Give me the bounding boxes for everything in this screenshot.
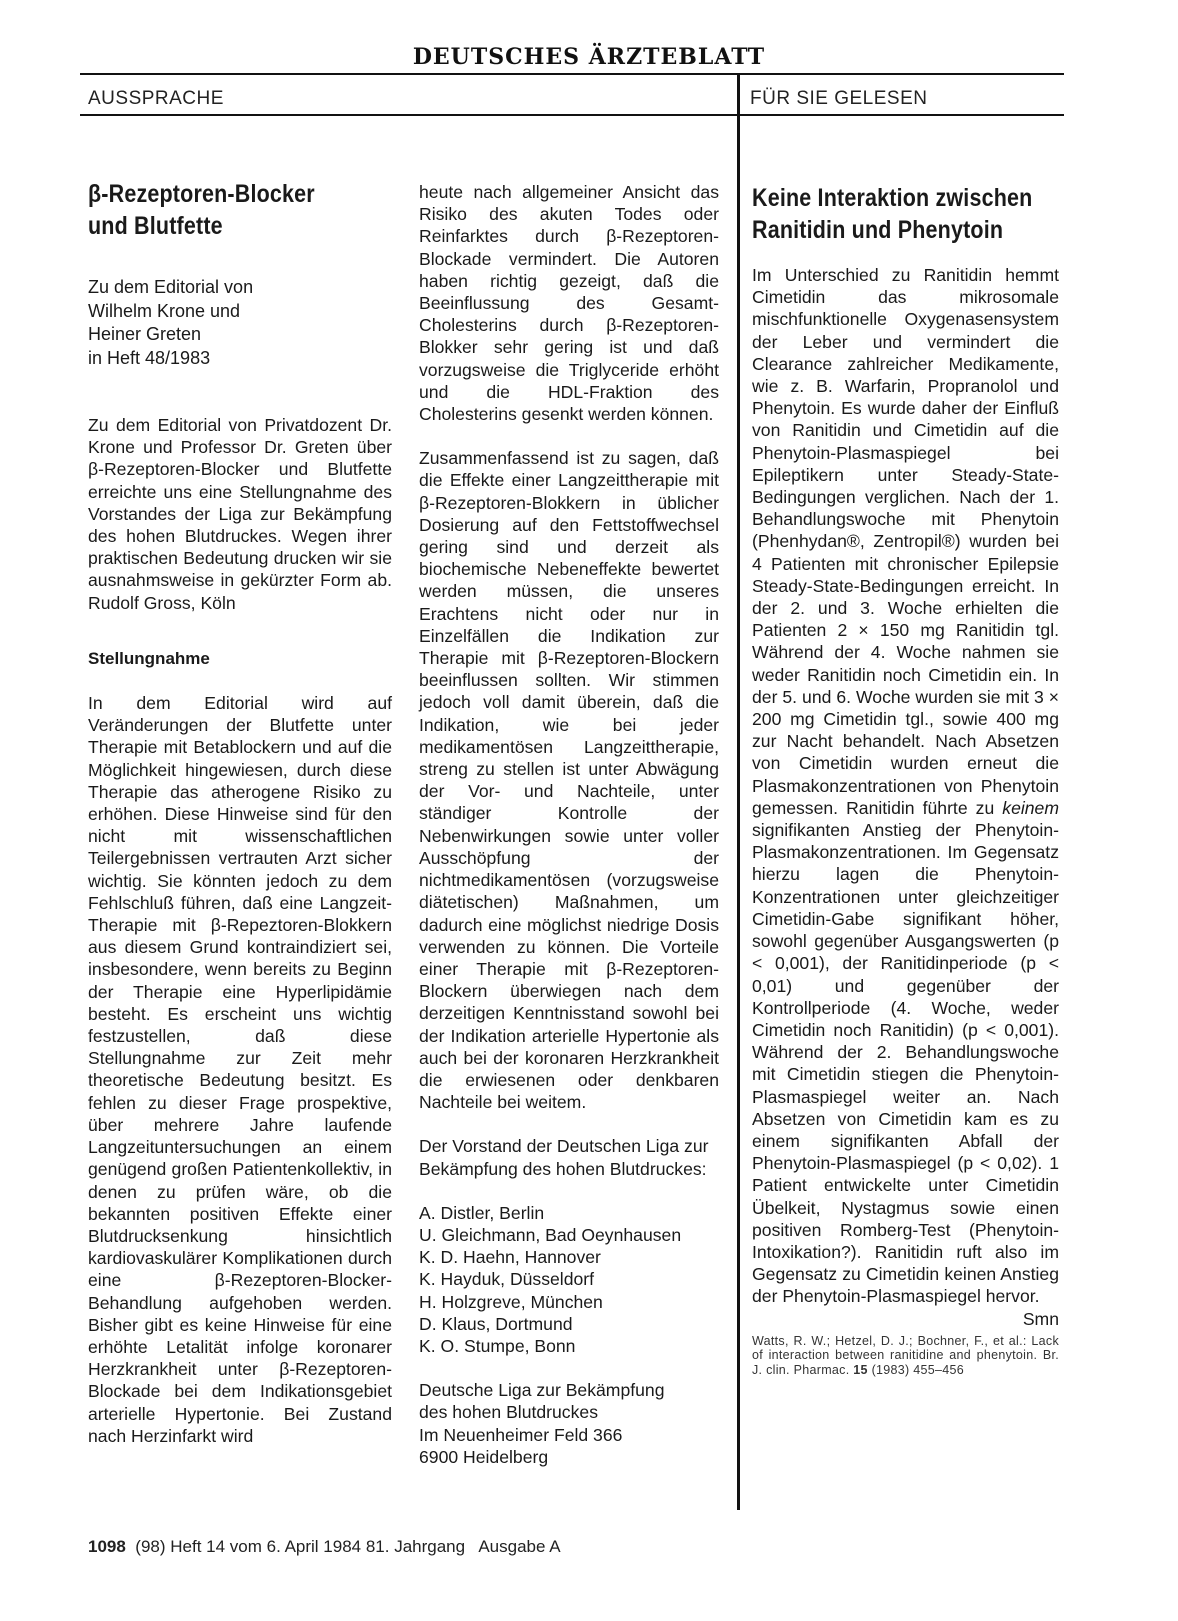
section-label-right: FÜR SIE GELESEN (750, 88, 928, 109)
intro-paragraph: Zu dem Editorial von Privatdozent Dr. Krone und Professor Dr. Greten über β-Rezeptoren-Blocker und Blutfette erreichte uns eine Stellungnahme des Vorstandes der Liga zur Bekämpfung des hohen Blutdruckes. Wegen ihrer praktischen Bedeutung drucken wir sie ausnahmsweise in gekürzter Form ab. Rudolf Gross, Köln (88, 415, 392, 613)
address-block (419, 1379, 719, 1468)
address-line: 6900 Heidelberg (419, 1446, 549, 1467)
intro-signature: Rudolf Gross, Köln (88, 592, 236, 613)
editorial-reference-line: Zu dem Editorial von (88, 277, 254, 297)
editorial-reference-line: Wilhelm Krone und (88, 300, 241, 321)
page-number: 1098 (88, 1537, 126, 1556)
signatory: H. Holzgreve, München (419, 1291, 603, 1312)
column-divider-rule (737, 73, 740, 1510)
right-article-signature: Smn (1022, 1308, 1059, 1329)
right-article-title-line-1: Keine Interaktion zwischen (752, 184, 1033, 212)
right-article-title-line-2: Ranitidin und Phenytoin (752, 216, 1004, 244)
signatory: U. Gleichmann, Bad Oeynhausen (419, 1224, 682, 1245)
issue-info: (98) Heft 14 vom 6. April 1984 81. Jahrgang Ausgabe A (135, 1537, 561, 1556)
section-label-left: AUSSPRACHE (88, 88, 224, 109)
body-paragraph-4: Der Vorstand der Deutschen Liga zur Bekämpfung des hohen Blutdruckes: (419, 1136, 709, 1179)
signatory: A. Distler, Berlin (419, 1202, 545, 1223)
left-article-title-line-2: und Blutfette (88, 212, 223, 240)
signatory: D. Klaus, Dortmund (419, 1313, 573, 1334)
signatory-list (419, 1202, 719, 1357)
signatory: K. Hayduk, Düsseldorf (419, 1269, 595, 1290)
subhead-stellungnahme: Stellungnahme (88, 648, 210, 668)
editorial-reference (88, 276, 392, 370)
page-footer (88, 1537, 561, 1557)
literature-reference: Watts, R. W.; Hetzel, D. J.; Bochner, F., et al.: Lack of interaction between ranitidine and phenytoin. Br. J. clin. Pharmac. 15 (1983) 455–456 (752, 1333, 1059, 1377)
left-article-title (88, 178, 398, 242)
emphasis-keinem: keinem (1002, 797, 1059, 818)
masthead-rule (80, 73, 1064, 75)
signatory: K. D. Haehn, Hannover (419, 1247, 601, 1268)
right-article-title (752, 182, 1062, 246)
left-article-column-1 (88, 178, 392, 1447)
right-article-body: Im Unterschied zu Ranitidin hemmt Cimetidin das mikrosomale mischfunktionelle Oxygenasensystem der Leber und vermindert die Clearance zahlreicher Medikamente, wie z. B. Warfarin, Propranolol und Phenytoin. Es wurde daher der Einfluß von Ranitidin und Cimetidin auf die Phenytoin-Plasmaspiegel bei Epileptikern unter Steady-State-Bedingungen verglichen. Nach der 1. Behandlungswoche mit Phenytoin (Phenhydan®, Zentropil®) wurden bei 4 Patienten mit chronischer Epilepsie Steady-State-Bedingungen erreicht. In der 2. und 3. Woche erhielten die Patienten 2 × 150 mg Ranitidin tgl. Während der 4. Woche nahmen sie weder Ranitidin noch Cimetidin ein. In der 5. und 6. Woche wurden sie mit 3 × 200 mg Cimetidin tgl., sowie 400 mg zur Nacht behandelt. Nach Absetzen von Cimetidin wurden erneut die Plasmakonzentrationen von Phenytoin gemessen. Ranitidin führte zu keinem signifikanten Anstieg der Phenytoin-Plasmakonzentrationen. Im Gegensatz hierzu lagen die Phenytoin-Konzentrationen unter gleichzeitiger Cimetidin-Gabe signifikant höher, sowohl gegenüber Ausgangswerten (p < 0,001), der Ranitidinperiode (p < 0,01) und gegenüber der Kontrollperiode (4. Woche, weder Cimetidin noch Ranitidin) (p < 0,001). Während der 2. Behandlungswoche mit Cimetidin stiegen die Phenytoin-Plasmaspiegel weiter an. Nach Absetzen von Cimetidin kam es zu einem signifikanten Abfall der Phenytoin-Plasmaspiegel (p < 0,02). 1 Patient entwickelte unter Cimetidin Übelkeit, Nystagmus sowie einen positiven Romberg-Test (Phenytoin-Intoxikation?). Ranitidin ruft also im Gegensatz zu Cimetidin keinen Anstieg der Phenytoin-Plasmaspiegel hervor. Smn (752, 265, 1059, 1329)
right-article-column (752, 182, 1059, 1377)
body-paragraph-3: Zusammenfassend ist zu sagen, daß die Effekte einer Langzeittherapie mit β-Rezeptoren-Blokkern in üblicher Dosierung auf den Fettstoffwechsel gering sind und derzeit als biochemische Nebeneffekte bewertet werden müssen, die unseres Erachtens nicht oder nur in Einzelfällen die Indikation zur Therapie mit β-Rezeptoren-Blockern beeinflussen sollten. Wir stimmen jedoch voll damit überein, daß die Indikation, wie bei jeder medikamentösen Langzeittherapie, streng zu stellen ist unter Abwägung der Vor- und Nachteile, unter ständiger Kontrolle der Nebenwirkungen sowie unter voller Ausschöpfung der nichtmedikamentösen (vorzugsweise diätetischen) Maßnahmen, um dadurch eine möglichst niedrige Dosis verwenden zu können. Die Vorteile einer Therapie mit β-Rezeptoren-Blockern überwiegen nach dem derzeitigen Kenntnisstand sowohl bei der Indikation arterielle Hypertonie als auch bei der koronaren Herzkrankheit die erwiesenen oder denkbaren Nachteile bei weitem. (419, 448, 719, 1113)
editorial-reference-line: Heiner Greten (88, 324, 202, 344)
body-paragraph-2: heute nach allgemeiner Ansicht das Risiko des akuten Todes oder Reinfarktes durch β-Rezeptoren-Blockade vermindert. Die Autoren haben richtig gezeigt, daß die Beeinflussung des Gesamt-Cholesterins durch β-Rezeptoren-Blokker sehr gering ist und daß vorzugsweise die Triglyceride erhöht und die HDL-Fraktion des Cholesterins gesenkt werden können. (419, 182, 719, 425)
left-article-title-line-1: β-Rezeptoren-Blocker (88, 180, 315, 208)
section-rule (80, 114, 1064, 116)
address-line: Deutsche Liga zur Bekämpfung (419, 1380, 665, 1401)
address-line: des hohen Blutdruckes (419, 1402, 598, 1423)
reference-volume: 15 (853, 1362, 868, 1377)
body-paragraph-1: In dem Editorial wird auf Veränderungen der Blutfette unter Therapie mit Betablockern und auf die Möglichkeit hingewiesen, durch diese Therapie das atherogene Risiko zu erhöhen. Diese Hinweise sind für den nicht mit wissenschaftlichen Teilergebnissen vertrauten Arzt sicher wichtig. Sie könnten jedoch zu dem Fehlschluß führen, daß eine Langzeit-Therapie mit β-Repeztoren-Blokkern aus diesem Grund kontraindiziert sei, insbesondere, wenn bereits zu Beginn der Therapie eine Hyperlipidämie besteht. Es erscheint uns wichtig festzustellen, daß diese Stellungnahme zur Zeit mehr theoretische Bedeutung besitzt. Es fehlen zu dieser Frage prospektive, über mehrere Jahre laufende Langzeituntersuchungen an einem genügend großen Patientenkollektiv, in denen zu prüfen wäre, ob die bekannten positiven Effekte einer Blutdrucksenkung hinsichtlich kardiovaskulärer Komplikationen durch eine β-Rezeptoren-Blocker-Behandlung aufgehoben werden. Bisher gibt es keine Hinweise für eine erhöhte Letalität infolge koronarer Herzkrankheit unter β-Rezeptoren-Blockade bei dem Indikationsgebiet arterielle Hypertonie. Bei Zustand nach Herzinfarkt wird (88, 693, 392, 1446)
signatory: K. O. Stumpe, Bonn (419, 1335, 576, 1356)
masthead: DEUTSCHES ÄRZTEBLATT (412, 44, 766, 70)
left-article-column-2 (419, 181, 719, 1468)
editorial-reference-line: in Heft 48/1983 (88, 347, 211, 368)
address-line: Im Neuenheimer Feld 366 (419, 1424, 623, 1445)
